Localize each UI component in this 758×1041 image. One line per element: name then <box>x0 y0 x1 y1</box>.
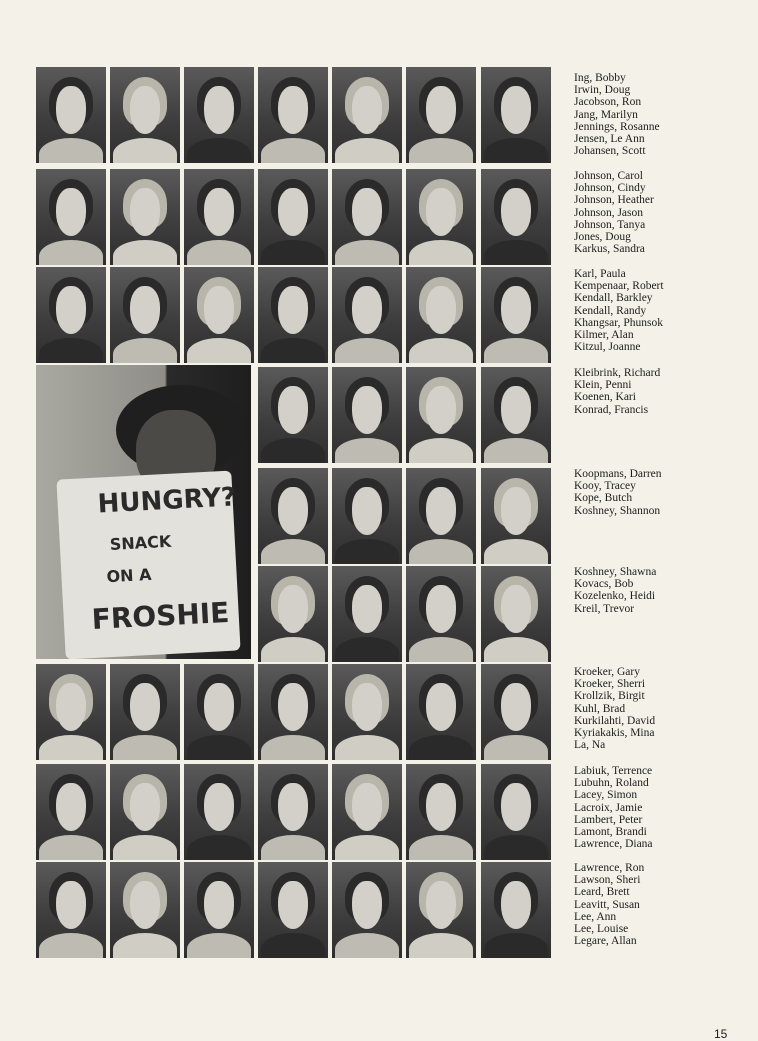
student-portrait <box>36 764 106 860</box>
student-portrait <box>406 566 476 662</box>
student-portrait <box>110 664 180 760</box>
student-portrait <box>332 67 402 163</box>
student-portrait <box>332 367 402 463</box>
student-name: Irwin, Doug <box>574 84 631 97</box>
student-portrait <box>110 764 180 860</box>
student-name: Karl, Paula <box>574 268 626 280</box>
student-portrait <box>184 862 254 958</box>
student-name: Legare, Allan <box>574 935 637 948</box>
student-portrait <box>332 664 402 760</box>
student-name: Konrad, Francis <box>574 403 649 416</box>
student-name: Kroeker, Gary <box>574 666 640 678</box>
student-portrait <box>184 664 254 760</box>
student-name: Kovacs, Bob <box>574 578 634 591</box>
student-portrait <box>481 764 551 860</box>
student-portrait <box>36 664 106 760</box>
student-name: Koopmans, Darren <box>574 468 662 480</box>
student-portrait <box>258 67 328 163</box>
student-portrait <box>184 67 254 163</box>
student-portrait <box>258 267 328 363</box>
student-name: Krollzik, Birgit <box>574 690 645 703</box>
student-name: Kurkilahti, David <box>574 714 656 727</box>
names-group-6 <box>574 566 754 615</box>
student-name: Lacroix, Jamie <box>574 801 643 814</box>
student-portrait <box>332 169 402 265</box>
student-name: Kilmer, Alan <box>574 329 634 342</box>
student-name: Lee, Ann <box>574 910 617 923</box>
student-name: Lawrence, Diana <box>574 838 653 851</box>
names-group-4 <box>574 367 754 416</box>
student-name: Karkus, Sandra <box>574 243 645 256</box>
student-name: Lawrence, Ron <box>574 862 645 874</box>
student-name: Koenen, Kari <box>574 391 636 404</box>
student-portrait <box>258 468 328 564</box>
student-name: Johnson, Carol <box>574 170 643 182</box>
student-portrait <box>110 169 180 265</box>
student-name: Lamont, Brandi <box>574 826 647 839</box>
student-name: Ing, Bobby <box>574 72 626 84</box>
student-portrait <box>406 862 476 958</box>
student-portrait <box>332 566 402 662</box>
student-portrait <box>36 267 106 363</box>
student-portrait <box>406 764 476 860</box>
sign-line-3: ON A <box>106 564 152 587</box>
sign-line-4: FROSHIE <box>90 595 231 637</box>
student-portrait <box>481 267 551 363</box>
student-name: Jensen, Le Ann <box>574 133 645 146</box>
student-name: Lubuhn, Roland <box>574 777 649 790</box>
student-portrait <box>36 67 106 163</box>
student-portrait <box>481 566 551 662</box>
student-portrait <box>406 267 476 363</box>
names-group-7 <box>574 666 754 751</box>
student-name: Kyriakakis, Mina <box>574 727 655 740</box>
student-name: Koshney, Shannon <box>574 504 661 517</box>
feature-photo <box>36 365 251 659</box>
student-portrait <box>481 169 551 265</box>
student-portrait <box>481 664 551 760</box>
student-portrait <box>481 468 551 564</box>
student-portrait <box>110 67 180 163</box>
student-name: Kozelenko, Heidi <box>574 590 656 603</box>
student-name: Kroeker, Sherri <box>574 678 646 691</box>
student-name: Johnson, Tanya <box>574 218 646 231</box>
student-name: Jennings, Rosanne <box>574 120 660 133</box>
student-name: Labiuk, Terrence <box>574 765 653 777</box>
student-portrait <box>332 267 402 363</box>
student-portrait <box>406 468 476 564</box>
student-portrait <box>110 862 180 958</box>
student-name: Kope, Butch <box>574 492 633 505</box>
student-portrait <box>406 664 476 760</box>
student-name: Kendall, Barkley <box>574 292 653 305</box>
student-portrait <box>481 862 551 958</box>
student-portrait <box>481 67 551 163</box>
names-group-2 <box>574 170 754 255</box>
student-portrait <box>36 862 106 958</box>
student-name: Kreil, Trevor <box>574 602 635 615</box>
student-portrait <box>332 468 402 564</box>
student-name: Kleibrink, Richard <box>574 367 661 379</box>
student-name: Kuhl, Brad <box>574 702 626 715</box>
student-name: Klein, Penni <box>574 379 632 392</box>
student-name: Kitzul, Joanne <box>574 341 641 354</box>
names-group-9 <box>574 862 754 947</box>
sign-line-2: SNACK <box>109 531 172 554</box>
student-name: Khangsar, Phunsok <box>574 316 663 329</box>
student-name: Johnson, Jason <box>574 206 644 219</box>
student-portrait <box>406 67 476 163</box>
student-portrait <box>184 169 254 265</box>
student-name: Jones, Doug <box>574 231 631 244</box>
student-portrait <box>258 664 328 760</box>
student-name: Lee, Louise <box>574 923 629 936</box>
student-portrait <box>258 764 328 860</box>
student-name: Kempenaar, Robert <box>574 280 664 293</box>
student-name: Kooy, Tracey <box>574 480 636 493</box>
student-portrait <box>332 862 402 958</box>
student-portrait <box>258 169 328 265</box>
student-name: Lawson, Sheri <box>574 874 641 887</box>
student-portrait <box>258 367 328 463</box>
student-name: La, Na <box>574 739 606 752</box>
sign-line-1: HUNGRY? <box>96 482 237 520</box>
names-group-1 <box>574 72 754 157</box>
student-portrait <box>258 862 328 958</box>
student-name: Jang, Marilyn <box>574 108 638 121</box>
student-portrait <box>184 267 254 363</box>
student-name: Jacobson, Ron <box>574 96 642 109</box>
student-portrait <box>481 367 551 463</box>
hungry-sign <box>56 471 240 659</box>
student-portrait <box>406 367 476 463</box>
student-portrait <box>258 566 328 662</box>
names-group-5 <box>574 468 754 517</box>
student-portrait <box>332 764 402 860</box>
student-name: Lambert, Peter <box>574 813 643 826</box>
student-portrait <box>184 764 254 860</box>
names-group-3 <box>574 268 754 353</box>
names-group-8 <box>574 765 754 850</box>
student-portrait <box>36 169 106 265</box>
student-name: Kendall, Randy <box>574 304 647 317</box>
student-name: Johansen, Scott <box>574 145 646 158</box>
student-name: Koshney, Shawna <box>574 566 657 578</box>
student-name: Leavitt, Susan <box>574 898 640 911</box>
student-name: Leard, Brett <box>574 886 630 899</box>
page-number: 15 <box>714 1027 728 1041</box>
student-name: Johnson, Heather <box>574 194 654 207</box>
student-portrait <box>110 267 180 363</box>
student-name: Lacey, Simon <box>574 789 638 802</box>
student-name: Johnson, Cindy <box>574 182 646 195</box>
student-portrait <box>406 169 476 265</box>
